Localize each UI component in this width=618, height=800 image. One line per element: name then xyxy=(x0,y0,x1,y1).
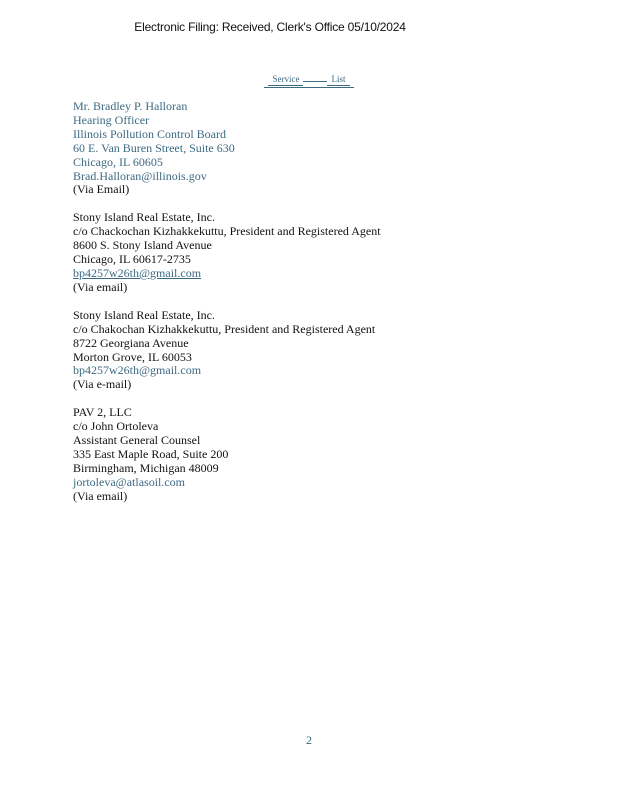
recipient-name: Stony Island Real Estate, Inc. xyxy=(73,210,215,225)
recipient-title: Assistant General Counsel xyxy=(73,433,201,448)
recipient-street: 335 East Maple Road, Suite 200 xyxy=(73,446,229,461)
recipient-stony-island-chicago xyxy=(73,211,381,294)
recipient-city: Birmingham, Michigan 48009 xyxy=(73,460,219,475)
recipient-email[interactable]: Brad.Halloran@illinois.gov xyxy=(73,168,207,183)
recipient-email[interactable]: bp4257w26th@gmail.com xyxy=(73,265,202,280)
recipient-street: 60 E. Van Buren Street, Suite 630 xyxy=(73,140,235,155)
delivery-method: (Via Email) xyxy=(73,182,130,197)
page-number: 2 xyxy=(306,733,312,747)
recipient-pav-2 xyxy=(73,406,381,503)
recipient-agent: c/o Chakochan Kizhakkekuttu, President and Registered Agent xyxy=(73,321,376,336)
recipient-contact: c/o John Ortoleva xyxy=(73,419,159,434)
recipient-email[interactable]: jortoleva@atlasoil.com xyxy=(73,474,186,489)
recipient-street: 8600 S. Stony Island Avenue xyxy=(73,238,212,253)
recipient-name: PAV 2, LLC xyxy=(73,405,132,420)
delivery-method: (Via e-mail) xyxy=(73,377,132,392)
recipient-stony-island-morton-grove xyxy=(73,309,381,392)
delivery-method: (Via email) xyxy=(73,488,128,503)
recipient-organization: Illinois Pollution Control Board xyxy=(73,126,227,141)
recipient-hearing-officer xyxy=(73,100,381,197)
filing-stamp: Electronic Filing: Received, Clerk's Office 05/10/2024 xyxy=(134,20,406,34)
title-word-service: Service xyxy=(268,74,303,86)
document-title xyxy=(0,74,618,88)
recipient-title: Hearing Officer xyxy=(73,112,150,127)
title-word-list: List xyxy=(327,74,349,86)
recipient-name: Mr. Bradley P. Halloran xyxy=(73,99,188,113)
recipient-city: Chicago, IL 60605 xyxy=(73,154,163,169)
service-list xyxy=(73,100,381,518)
recipient-street: 8722 Georgiana Avenue xyxy=(73,335,189,350)
recipient-name: Stony Island Real Estate, Inc. xyxy=(73,307,215,322)
recipient-city: Chicago, IL 60617-2735 xyxy=(73,252,191,267)
delivery-method: (Via email) xyxy=(73,279,128,294)
recipient-agent: c/o Chackochan Kizhakkekuttu, President and Registered Agent xyxy=(73,224,381,239)
recipient-email[interactable]: bp4257w26th@gmail.com xyxy=(73,363,202,378)
recipient-city: Morton Grove, IL 60053 xyxy=(73,349,192,364)
